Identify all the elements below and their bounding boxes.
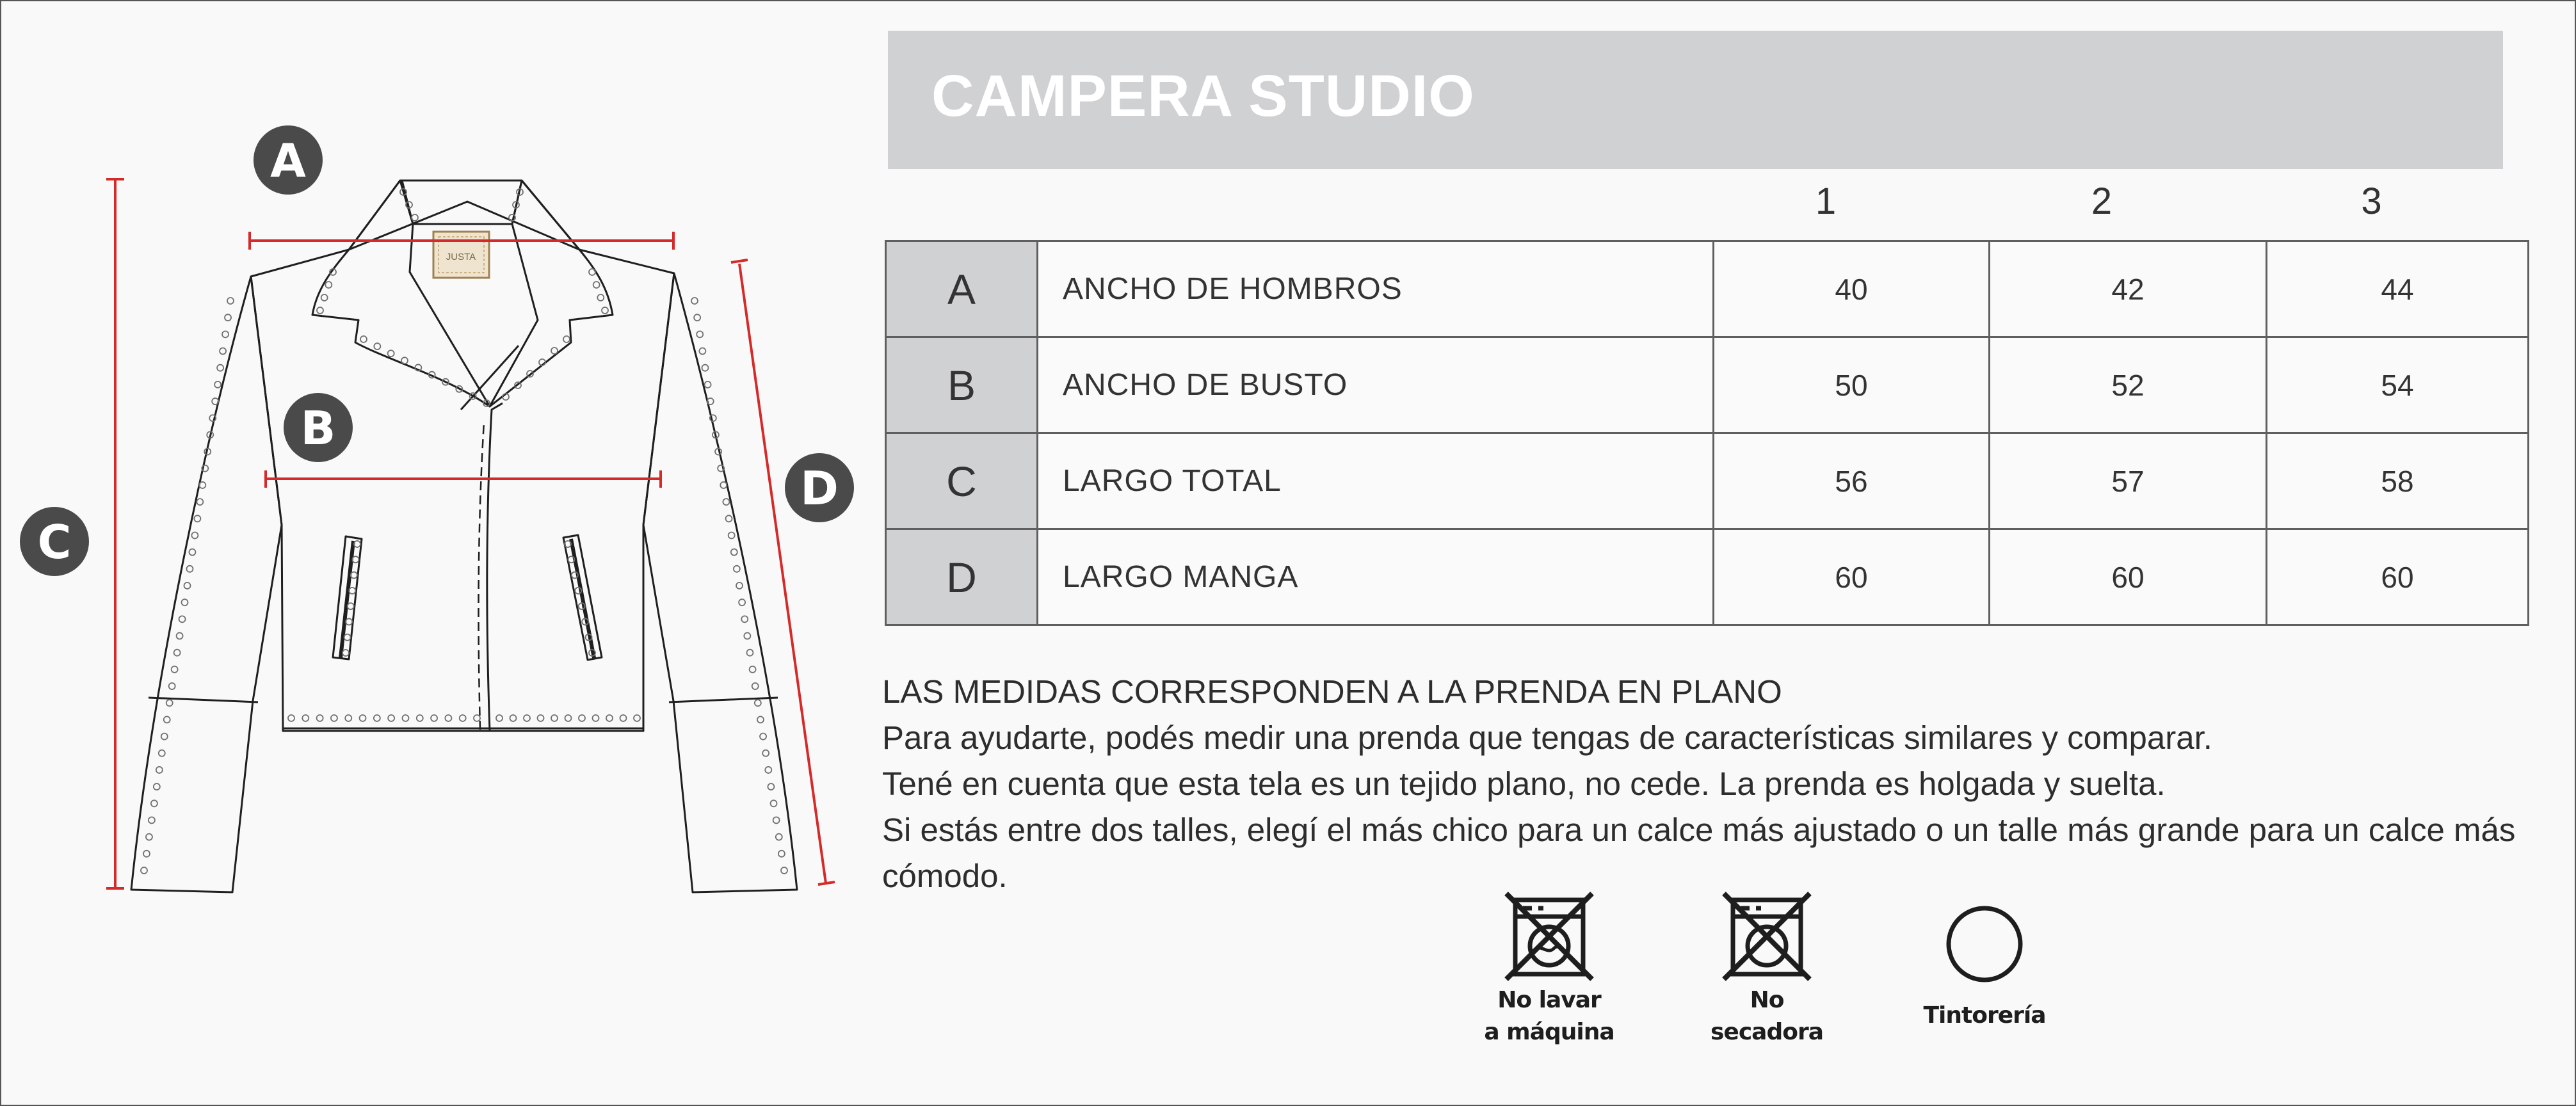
- svg-text:D: D: [800, 461, 839, 515]
- value-size-2: 57: [1990, 433, 2267, 529]
- stud: [199, 482, 205, 488]
- stud: [720, 482, 727, 488]
- stud: [374, 343, 380, 349]
- stud: [417, 715, 423, 721]
- stud: [184, 582, 191, 589]
- stud: [551, 715, 558, 721]
- patch-brand-text: JUSTA: [446, 252, 476, 262]
- stud: [755, 700, 761, 706]
- row-code: C: [886, 433, 1038, 529]
- marker-d: [785, 453, 854, 522]
- stud: [768, 783, 774, 790]
- stud: [776, 834, 782, 840]
- row-label: LARGO TOTAL: [1038, 433, 1714, 529]
- right-zip-pocket: [563, 535, 602, 660]
- value-size-1: 60: [1714, 529, 1990, 625]
- stud: [141, 867, 147, 874]
- stud: [606, 715, 613, 721]
- stud: [222, 331, 229, 337]
- note-line: Tené en cuenta que esta tela es un tejido plano, no cede. La prenda es holgada y suelta.: [882, 765, 2166, 802]
- stud: [771, 800, 777, 806]
- value-size-2: 60: [1990, 529, 2267, 625]
- stud: [723, 499, 729, 505]
- size-header-2: 2: [2091, 180, 2113, 222]
- stud: [431, 715, 437, 721]
- svg-text:C: C: [37, 515, 72, 569]
- stud: [351, 572, 357, 579]
- care-dry-clean: [1895, 902, 2074, 1032]
- marker-c: [20, 507, 89, 576]
- stud: [345, 715, 351, 721]
- stud: [344, 634, 351, 641]
- stud: [729, 532, 735, 538]
- stud: [762, 750, 769, 757]
- value-size-1: 56: [1714, 433, 1990, 529]
- stud: [143, 851, 150, 857]
- stud: [773, 817, 780, 823]
- stud: [746, 650, 753, 656]
- value-size-1: 40: [1714, 241, 1990, 337]
- stud: [360, 336, 367, 342]
- table-row: [886, 337, 2529, 433]
- stud: [731, 549, 737, 556]
- stud: [321, 294, 328, 301]
- stud: [593, 282, 600, 288]
- stud: [750, 666, 756, 673]
- stud: [342, 650, 349, 656]
- table-row: [886, 433, 2529, 529]
- stud: [156, 767, 163, 773]
- stud: [589, 269, 595, 275]
- stud: [166, 700, 173, 706]
- stud: [705, 381, 711, 388]
- measurement-table: [885, 240, 2529, 626]
- care-no-dryer: [1684, 888, 1850, 1048]
- stud: [220, 348, 226, 355]
- stud: [538, 715, 544, 721]
- stud: [778, 851, 785, 857]
- stud: [174, 650, 181, 656]
- size-header-3: 3: [2361, 180, 2382, 222]
- stud: [149, 817, 155, 823]
- stud: [164, 716, 170, 723]
- row-label: LARGO MANGA: [1038, 529, 1714, 625]
- stud: [172, 666, 178, 673]
- stud: [227, 298, 234, 304]
- notes: [882, 669, 2521, 899]
- stud: [691, 298, 698, 304]
- table-row: [886, 529, 2529, 625]
- stud: [579, 715, 585, 721]
- stud: [331, 715, 337, 721]
- stud: [694, 314, 700, 321]
- row-code: B: [886, 337, 1038, 433]
- stud: [348, 603, 354, 609]
- note-line: Si estás entre dos talles, elegí el más chico para un calce más ajustado o un talle más grande para un calce más cómodo.: [882, 812, 2516, 894]
- value-size-1: 50: [1714, 337, 1990, 433]
- stud: [354, 541, 360, 547]
- stud: [620, 715, 627, 721]
- stud: [602, 307, 608, 314]
- stud: [401, 357, 408, 364]
- stud: [460, 715, 466, 721]
- stud: [179, 616, 186, 622]
- stud: [197, 499, 203, 505]
- right-lapel: [490, 180, 613, 406]
- stud: [325, 282, 332, 288]
- stud: [194, 515, 200, 522]
- stud: [752, 683, 759, 689]
- stud: [765, 767, 771, 773]
- row-code: A: [886, 241, 1038, 337]
- brand-patch: [433, 232, 489, 278]
- title-bar: [888, 31, 2503, 169]
- care-label: No secadora: [1710, 987, 1824, 1045]
- stud: [726, 515, 732, 522]
- row-label: ANCHO DE BUSTO: [1038, 337, 1714, 433]
- stud: [169, 683, 175, 689]
- stud: [302, 715, 309, 721]
- stud: [744, 633, 750, 639]
- stud: [402, 715, 408, 721]
- table-row: [886, 241, 2529, 337]
- stud: [388, 350, 394, 357]
- stud: [496, 715, 503, 721]
- stud: [757, 716, 764, 723]
- care-label: No lavar a máquina: [1484, 987, 1614, 1045]
- value-size-3: 60: [2267, 529, 2529, 625]
- jacket-illustration: [0, 0, 871, 1106]
- care-no-machine-wash: [1466, 888, 1632, 1048]
- stud: [186, 566, 193, 572]
- stud: [189, 549, 195, 556]
- stud: [349, 588, 355, 594]
- stud: [374, 715, 380, 721]
- row-code: D: [886, 529, 1038, 625]
- measure-line-d: [739, 264, 826, 883]
- value-size-3: 54: [2267, 337, 2529, 433]
- right-sleeve: [643, 273, 797, 892]
- stud: [360, 715, 366, 721]
- stud: [154, 783, 160, 790]
- stud: [781, 867, 787, 874]
- stud: [161, 733, 168, 740]
- stud: [159, 750, 165, 757]
- stud: [565, 715, 572, 721]
- measurement-lines: [106, 179, 835, 888]
- stud: [317, 715, 323, 721]
- dry-clean-icon: [1943, 902, 2026, 986]
- studs: [141, 189, 787, 874]
- size-header-1: 1: [1815, 180, 1837, 222]
- value-size-2: 52: [1990, 337, 2267, 433]
- stud: [524, 715, 530, 721]
- stud: [182, 599, 188, 605]
- marker-a: [254, 125, 323, 195]
- care-label: Tintorería: [1923, 1002, 2046, 1029]
- stud: [151, 800, 157, 806]
- stud: [699, 348, 705, 355]
- stud: [760, 733, 766, 740]
- stud: [702, 365, 708, 371]
- stud: [741, 616, 748, 622]
- stud: [352, 556, 358, 563]
- stud: [739, 599, 745, 605]
- stud: [634, 715, 640, 721]
- stud: [146, 834, 152, 840]
- stud: [597, 294, 604, 301]
- svg-text:B: B: [300, 401, 336, 455]
- stud: [288, 715, 294, 721]
- stud: [736, 582, 743, 589]
- marker-b: [284, 393, 353, 462]
- stud: [217, 365, 223, 371]
- stud: [214, 381, 221, 388]
- note-line: Para ayudarte, podés medir una prenda que tengas de características similares y comparar.: [882, 719, 2212, 756]
- stud: [563, 336, 570, 342]
- stud: [177, 633, 183, 639]
- value-size-2: 42: [1990, 241, 2267, 337]
- stud: [317, 307, 323, 314]
- stud: [388, 715, 394, 721]
- svg-text:A: A: [270, 134, 306, 188]
- stud: [445, 715, 451, 721]
- jacket-body: [251, 202, 674, 731]
- product-title: CAMPERA STUDIO: [931, 63, 1475, 129]
- stud: [191, 532, 198, 538]
- stud: [696, 331, 703, 337]
- notes-heading: LAS MEDIDAS CORRESPONDEN A LA PRENDA EN PLANO: [882, 673, 1782, 710]
- stud: [734, 566, 740, 572]
- stud: [551, 348, 558, 354]
- stud: [412, 214, 418, 221]
- value-size-3: 44: [2267, 241, 2529, 337]
- value-size-3: 58: [2267, 433, 2529, 529]
- stud: [474, 715, 480, 721]
- stud: [510, 715, 517, 721]
- stud: [593, 715, 599, 721]
- stud: [225, 314, 231, 321]
- stud: [346, 618, 352, 625]
- left-lapel: [312, 180, 490, 406]
- no-machine-wash-icon: [1501, 888, 1597, 984]
- row-label: ANCHO DE HOMBROS: [1038, 241, 1714, 337]
- no-dryer-icon: [1719, 888, 1815, 984]
